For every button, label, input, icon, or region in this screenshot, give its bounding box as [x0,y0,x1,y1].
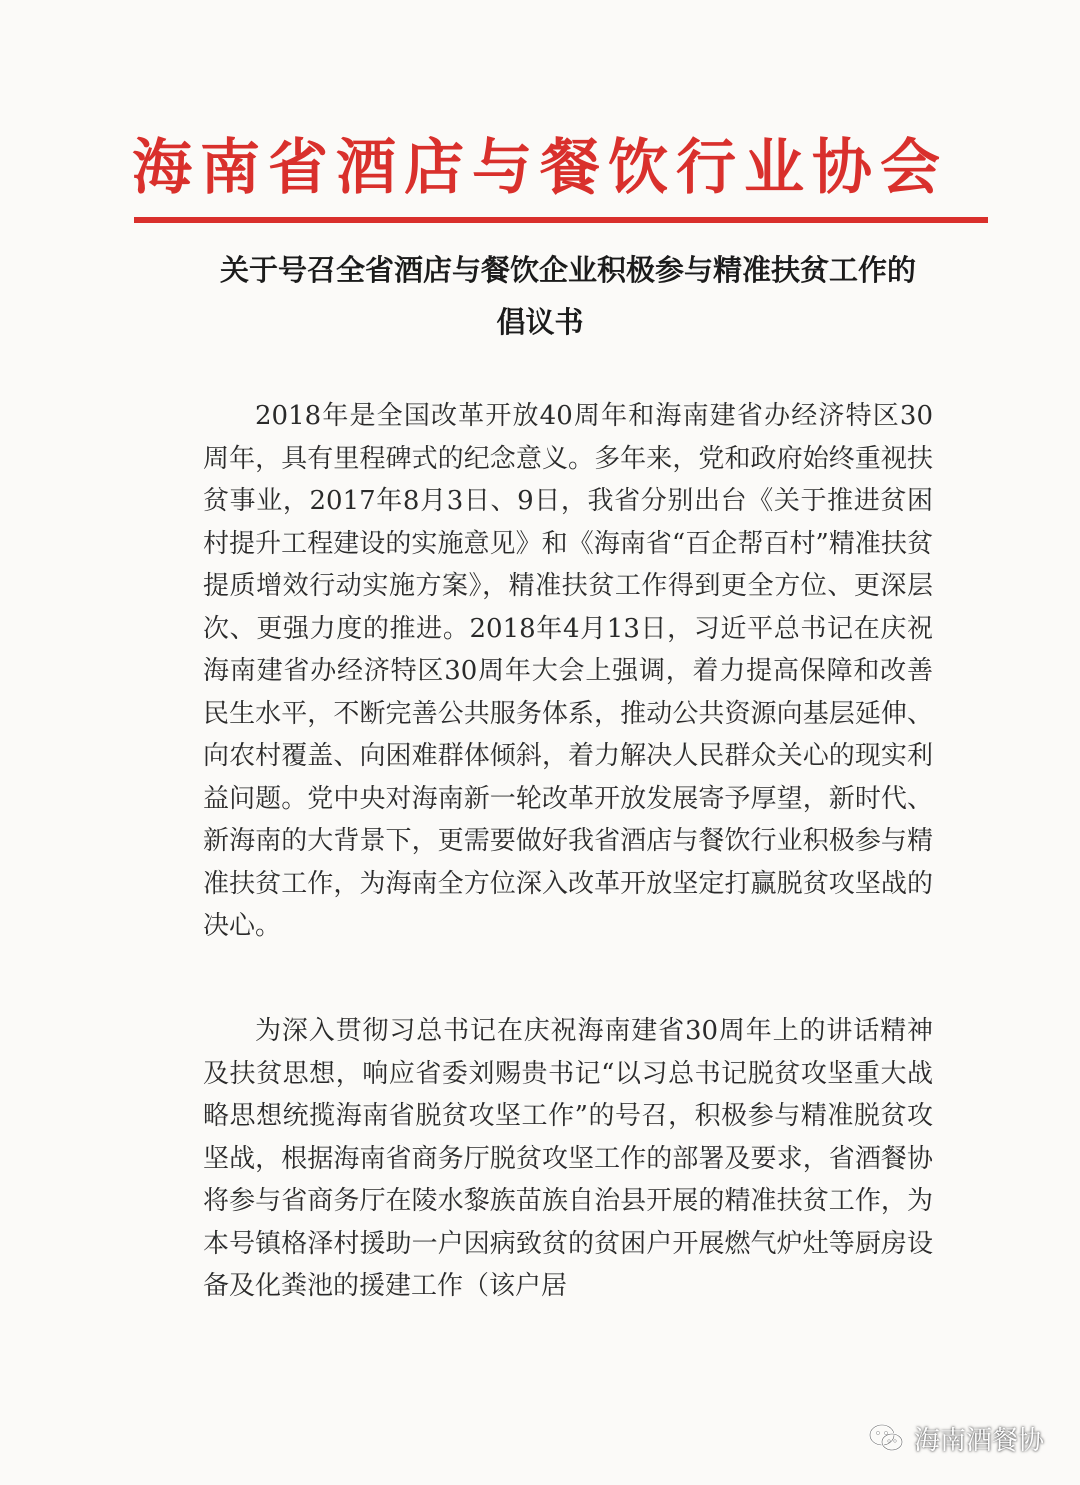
wechat-icon [868,1423,904,1453]
body-paragraph-1-block [203,395,933,948]
document-title-line-2: 倡议书 [496,305,584,339]
letterhead-org-name: 海南省酒店与餐饮行业协会 [132,133,948,203]
body-paragraph-2-block [203,1010,933,1308]
wechat-account-watermark [868,1418,1044,1458]
letterhead-red-rule [134,217,988,223]
body-paragraph: 为深入贯彻习总书记在庆祝海南建省30周年上的讲话精神及扶贫思想，响应省委刘赐贵书记“以习总书记脱贫攻坚重大战略思想统揽海南省脱贫攻坚工作”的号召，积极参与精准脱贫攻坚战，根据海南省商务厅脱贫攻坚工作的部署及要求，省酒餐协将参与省商务厅在陵水黎族苗族自治县开展的精准扶贫工作，为本号镇格泽村援助一户因病致贫的贫困户开展燃气炉灶等厨房设备及化粪池的援建工作（该户居 [203,1016,933,1301]
body-paragraph: 2018年是全国改革开放40周年和海南建省办经济特区30周年，具有里程碑式的纪念意义。多年来，党和政府始终重视扶贫事业，2017年8月3日、9日，我省分别出台《关于推进贫困村提升工程建设的实施意见》和《海南省“百企帮百村”精准扶贫提质增效行动实施方案》，精准扶贫工作得到更全方位、更深层次、更强力度的推进。2018年4月13日，习近平总书记在庆祝海南建省办经济特区30周年大会上强调，着力提高保障和改善民生水平，不断完善公共服务体系，推动公共资源向基层延伸、向农村覆盖、向困难群体倾斜，着力解决人民群众关心的现实利益问题。党中央对海南新一轮改革开放发展寄予厚望，新时代、新海南的大背景下，更需要做好我省酒店与餐饮行业积极参与精准扶贫工作，为海南全方位深入改革开放坚定打赢脱贫攻坚战的决心。 [203,401,933,941]
wechat-account-name: 海南酒餐协 [913,1425,1044,1456]
document-title-line-1: 关于号召全省酒店与餐饮企业积极参与精准扶贫工作的 [219,253,916,287]
